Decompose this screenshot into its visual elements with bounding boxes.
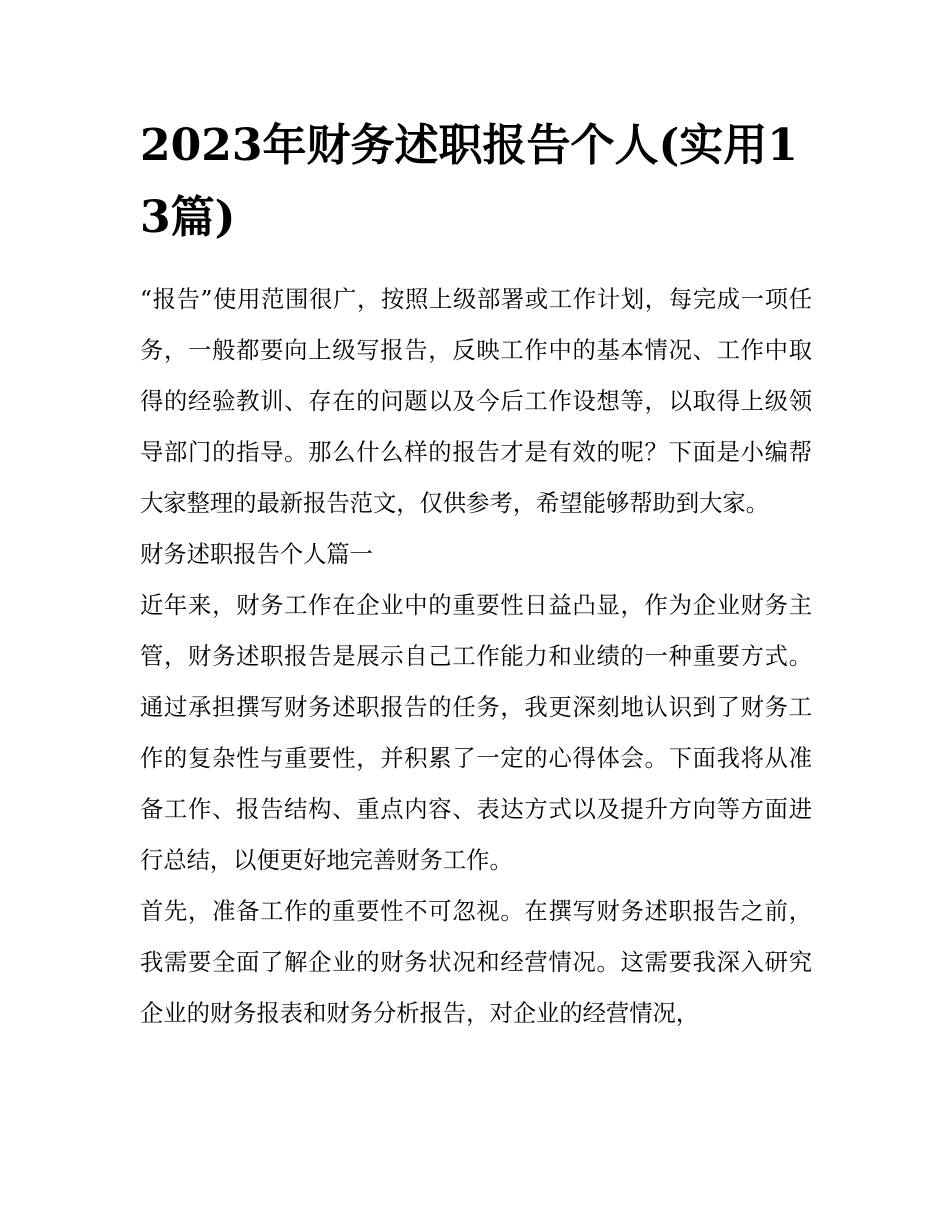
body-paragraph: 首先，准备工作的重要性不可忽视。在撰写财务述职报告之前，我需要全面了解企业的财务状况和经营情况。这需要我深入研究企业的财务报表和财务分析报告，对企业的经营情况， xyxy=(140,898,812,1027)
body-paragraph: 近年来，财务工作在企业中的重要性日益凸显，作为企业财务主管，财务述职报告是展示自己工作能力和业绩的一种重要方式。通过承担撰写财务述职报告的任务，我更深刻地认识到了财务工作的复杂性与重要性，并积累了一定的心得体会。下面我将从准备工作、报告结构、重点内容、表达方式以及提升方向等方面进行总结，以便更好地完善财务工作。 xyxy=(140,592,812,874)
intro-paragraph: “报告”使用范围很广，按照上级部署或工作计划，每完成一项任务，一般都要向上级写报告，反映工作中的基本情况、工作中取得的经验教训、存在的问题以及今后工作设想等，以取得上级领导部门的指导。那么什么样的报告才是有效的呢？下面是小编帮大家整理的最新报告范文，仅供参考，希望能够帮助到大家。 xyxy=(140,286,812,517)
section-heading: 财务述职报告个人篇一 xyxy=(140,541,373,568)
document-body xyxy=(140,110,812,1039)
document-title: 2023年财务述职报告个人(实用13篇) xyxy=(140,120,798,243)
